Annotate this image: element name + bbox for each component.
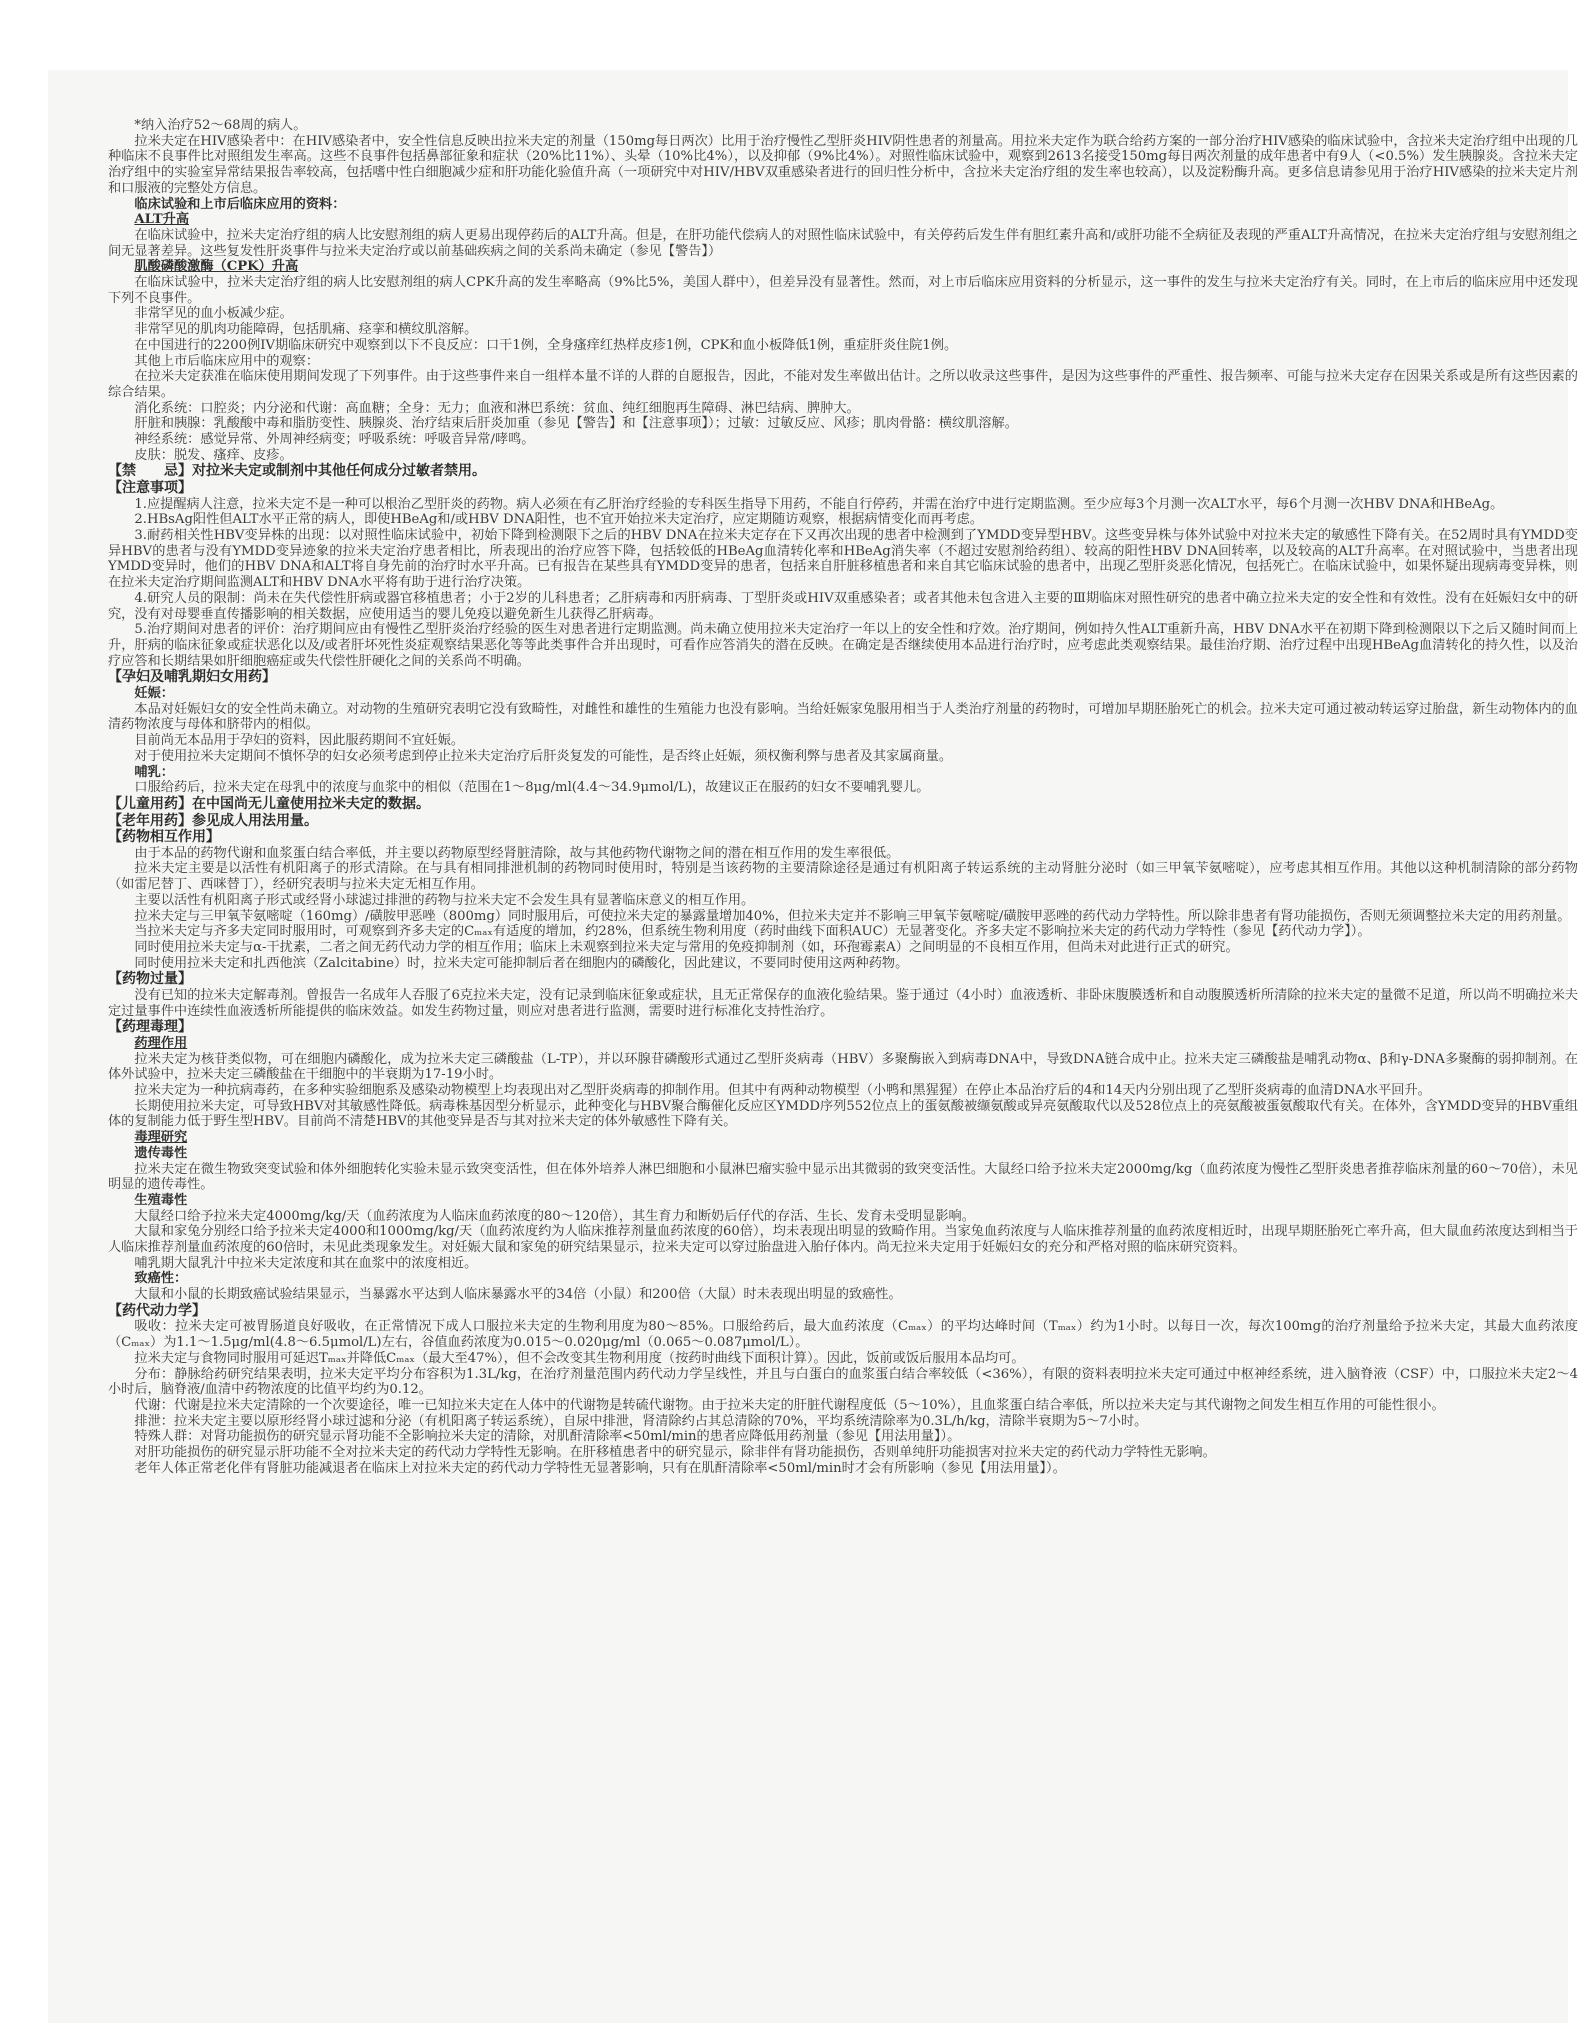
- subsection-heading: 致癌性：: [134, 1271, 188, 1287]
- section-heading: 【孕妇及哺乳期妇女用药】: [108, 669, 276, 686]
- paragraph: 非常罕见的血小板减少症。: [134, 306, 293, 322]
- paragraph: 5.治疗期间对患者的评价：治疗期间应由有慢性乙型肝炎治疗经验的医生对患者进行定期监测。尚未确立使用拉米夫定治疗一年以上的安全性和疗效。治疗期间，例如持久性ALT重新升高，HBV DNA水平在初期下降到检测限以下之后又随时间而上升，肝病的临床征象或症状恶化以及/或者肝坏死性炎症观察结果恶化等等此类事件合并出现时，可看作应答消失的潜在反映。在确定是否继续使用本品进行治疗时，应考虑此类观察结果。最佳治疗期、治疗过程中出现HBeAg血清转化的持久性，以及治疗应答和长期结果如肝细胞癌症或失代偿性肝硬化之间的关系尚不明确。: [108, 622, 1578, 669]
- paragraph: 分布：静脉给药研究结果表明，拉米夫定平均分布容积为1.3L/kg，在治疗剂量范围内药代动力学呈线性，并且与白蛋白的血浆蛋白结合率较低（<36%），有限的资料表明拉米夫定可通过中枢神经系统，进入脑脊液（CSF）中，口服拉米夫定2～4小时后，脑脊液/血清中药物浓度的比值平均约为0.12。: [108, 1366, 1578, 1398]
- paragraph: 吸收：拉米夫定可被胃肠道良好吸收，在正常情况下成人口服拉米夫定的生物利用度为80～85%。口服给药后，最大血药浓度（Cₘₐₓ）的平均达峰时间（Tₘₐₓ）约为1小时。以每日一次，每次100mg的治疗剂量给予拉米夫定，其最大血药浓度（Cₘₐₓ）为1.1～1.5μg/ml(4.8～6.5μmol/L)左右，谷值血药浓度为0.015～0.020μg/ml（0.065～0.087μmol/L）。: [108, 1319, 1578, 1351]
- section-heading: 【注意事项】: [108, 480, 192, 497]
- paragraph: 对肝功能损伤的研究显示肝功能不全对拉米夫定的药代动力学特性无影响。在肝移植患者中的研究显示，除非伴有肾功能损伤，否则单纯肝功能损害对拉米夫定的药代动力学特性无影响。: [134, 1445, 1216, 1461]
- subsection-heading: 妊娠：: [134, 685, 174, 701]
- document-sheet: [48, 70, 1578, 2023]
- paragraph: 在拉米夫定获准在临床使用期间发现了下列事件。由于这些事件来自一组样本量不详的人群的自愿报告，因此，不能对发生率做出估计。之所以收录这些事件，是因为这些事件的严重性、报告频率、可能与拉米夫定存在因果关系或是所有这些因素的综合结果。: [108, 369, 1578, 400]
- section-heading: 【药理毒理】: [108, 1019, 192, 1036]
- paragraph: *纳入治疗52～68周的病人。: [134, 118, 307, 133]
- paragraph: 肝脏和胰腺：乳酸酸中毒和脂肪变性、胰腺炎、治疗结束后肝炎加重（参见【警告】和【注意事项】）；过敏：过敏反应、风疹；肌肉骨骼：横纹肌溶解。: [134, 416, 1018, 432]
- paragraph: 大鼠和小鼠的长期致癌试验结果显示，当暴露水平达到人临床暴露水平的34倍（小鼠）和200倍（大鼠）时未表现出明显的致癌性。: [134, 1287, 902, 1303]
- paragraph: 3.耐药相关性HBV变异株的出现：以对照性临床试验中，初始下降到检测限下之后的HBV DNA在拉米夫定存在下又再次出现的患者中检测到了YMDD变异型HBV。这些变异株与体外试验中对拉米夫定的敏感性下降有关。在52周时具有YMDD变异HBV的患者与没有YMDD变异迹象的拉米夫定治疗患者相比，所表现出的治疗应答下降，包括较低的HBeAg血清转化率和HBeAg消失率（不超过安慰剂给药组）、较高的阳性HBV DNA回转率，以及较高的ALT升高率。在对照试验中，当患者出现YMDD变异时，他们的HBV DNA和ALT将自身先前的治疗时水平升高。已有报告在某些具有YMDD变异的患者，包括来自肝脏移植患者和来自其它临床试验的患者中，出现乙型肝炎恶化情况，包括死亡。在临床试验中，如果怀疑出现病毒变异株，则在拉米夫定治疗期间监测ALT和HBV DNA水平将有助于进行治疗决策。: [108, 528, 1578, 591]
- paragraph: 同时使用拉米夫定与α-干扰素，二者之间无药代动力学的相互作用；临床上未观察到拉米夫定与常用的免疫抑制剂（如，环孢霉素A）之间明显的不良相互作用，但尚未对此进行正式的研究。: [134, 939, 1239, 955]
- paragraph: 代谢：代谢是拉米夫定清除的一个次要途径，唯一已知拉米夫定在人体中的代谢物是转硫代谢物。由于拉米夫定的肝脏代谢程度低（5～10%），且血浆蛋白结合率低，所以拉米夫定与其代谢物之间发生相互作用的可能性很小。: [134, 1397, 1445, 1413]
- paragraph: 老年人体正常老化伴有肾脏功能减退者在临床上对拉米夫定的药代动力学特性无显著影响，只有在肌酐清除率<50ml/min时才会有所影响（参见【用法用量】）。: [134, 1460, 1066, 1476]
- section-heading: 【老年用药】参见成人用法用量。: [108, 812, 318, 829]
- paragraph: 在中国进行的2200例IV期临床研究中观察到以下不良反应：口干1例，全身瘙痒红热样皮疹1例，CPK和血小板降低1例，重症肝炎住院1例。: [134, 337, 958, 353]
- paragraph: 主要以活性有机阳离子形式或经肾小球滤过排泄的药物与拉米夫定不会发生具有显著临床意义的相互作用。: [134, 892, 755, 908]
- paragraph: 对于使用拉米夫定期间不慎怀孕的妇女必须考虑到停止拉米夫定治疗后肝炎复发的可能性，是否终止妊娠，须权衡利弊与患者及其家属商量。: [134, 748, 953, 764]
- paragraph: 消化系统：口腔炎；内分泌和代谢：高血糖；全身：无力；血液和淋巴系统：贫血、纯红细胞再生障碍、淋巴结病、脾肿大。: [134, 400, 860, 416]
- paragraph: 长期使用拉米夫定，可导致HBV对其敏感性降低。病毒株基因型分析显示，此种变化与HBV聚合酶催化反应区YMDD序列552位点上的蛋氨酸被缬氨酸或异亮氨酸取代以及528位点上的亮氨酸被蛋氨酸取代有关。在体外，含YMDD变异的HBV重组体的复制能力低于野生型HBV。目前尚不清楚HBV的其他变异是否与其对拉米夫定的体外敏感性下降有关。: [108, 1098, 1578, 1130]
- section-heading: 【儿童用药】在中国尚无儿童使用拉米夫定的数据。: [108, 795, 430, 812]
- subsection-heading: 哺乳：: [134, 764, 174, 780]
- paragraph: 2.HBsAg阳性但ALT水平正常的病人，即使HBeAg和/或HBV DNA阳性，也不宜开始拉米夫定治疗，应定期随访观察，根据病情变化而再考虑。: [134, 512, 984, 528]
- subsection-heading: 遗传毒性: [134, 1145, 188, 1161]
- paragraph: 大鼠经口给予拉米夫定4000mg/kg/天（血药浓度为人临床血药浓度的80～120倍），其生育力和断奶后仔代的存活、生长、发育未受明显影响。: [134, 1208, 975, 1224]
- paragraph: 其他上市后临床应用中的观察：: [134, 353, 320, 369]
- paragraph: 哺乳期大鼠乳汁中拉米夫定浓度和其在血浆中的浓度相近。: [134, 1255, 478, 1271]
- subsection-heading: 毒理研究: [134, 1130, 188, 1146]
- subsection-heading: 生殖毒性: [134, 1192, 188, 1208]
- paragraph: 排泄：拉米夫定主要以原形经肾小球过滤和分泌（有机阳离子转运系统），自尿中排泄，肾清除约占其总清除的70%，平均系统清除率为0.3L/h/kg，清除半衰期为5～7小时。: [134, 1413, 1148, 1429]
- section-heading: 【药物过量】: [108, 971, 192, 988]
- section-heading: 【药代动力学】: [108, 1302, 206, 1319]
- section-heading: 【禁 忌】对拉米夫定或制剂中其他任何成分过敏者禁用。: [108, 463, 486, 480]
- paragraph: 口服给药后，拉米夫定在母乳中的浓度与血浆中的相似（范围在1～8μg/ml(4.4～34.9μmol/L)，故建议正在服药的妇女不要哺乳婴儿。: [134, 780, 930, 796]
- paragraph: 目前尚无本品用于孕妇的资料，因此服药期间不宜妊娠。: [134, 733, 465, 749]
- subsection-heading: 肌酸磷酸激酶（CPK）升高: [134, 259, 299, 275]
- paragraph: 1.应提醒病人注意，拉米夫定不是一种可以根治乙型肝炎的药物。病人必须在有乙肝治疗经验的专科医生指导下用药，不能自行停药，并需在治疗中进行定期监测。至少应每3个月测一次ALT水平，每6个月测一次HBV DNA和HBeAg。: [134, 496, 1504, 512]
- paragraph: 拉米夫定主要是以活性有机阳离子的形式清除。在与具有相同排泄机制的药物同时使用时，特别是当该药物的主要清除途径是通过有机阳离子转运系统的主动肾脏分泌时（如三甲氧苄氨嘧啶），应考虑其相互作用。其他以这种机制清除的部分药物（如雷尼替丁、西咪替丁），经研究表明与拉米夫定无相互作用。: [108, 861, 1578, 893]
- paragraph: 当拉米夫定与齐多夫定同时服用时，可观察到齐多夫定的Cₘₐₓ有适度的增加，约28%，但系统生物利用度（药时曲线下面积AUC）无显著变化。齐多夫定不影响拉米夫定的药代动力学特性（参见【药代动力学】）。: [134, 924, 1371, 940]
- paragraph: 拉米夫定与三甲氧苄氨嘧啶（160mg）/磺胺甲恶唑（800mg）同时服用后，可使拉米夫定的暴露量增加40%，但拉米夫定并不影响三甲氧苄氨嘧啶/磺胺甲恶唑的药代动力学特性。所以除非患者有肾功能损伤，否则无须调整拉米夫定的用药剂量。: [134, 908, 1571, 924]
- paragraph: 在临床试验中，拉米夫定治疗组的病人比安慰剂组的病人更易出现停药后的ALT升高。但是，在肝功能代偿病人的对照性临床试验中，有关停药后发生伴有胆红素升高和/或肝功能不全病征及表现的严重ALT升高情况，在拉米夫定治疗组与安慰剂组之间无显著差异。这些复发性肝炎事件与拉米夫定治疗或以前基础疾病之间的关系尚未确定（参见【警告】）: [108, 227, 1578, 259]
- document-body: [108, 118, 1578, 1476]
- subsection-heading: 临床试验和上市后临床应用的资料：: [134, 196, 346, 212]
- paragraph: 神经系统：感觉异常、外周神经病变；呼吸系统：呼吸音异常/哮鸣。: [134, 432, 535, 448]
- paragraph: 在临床试验中，拉米夫定治疗组的病人比安慰剂组的病人CPK升高的发生率略高（9%比5%，美国人群中），但差异没有显著性。然而，对上市后临床应用资料的分析显示，这一事件的发生与拉米夫定治疗有关。同时，在上市后的临床应用中还发现下列不良事件。: [108, 275, 1578, 306]
- paragraph: 皮肤：脱发、瘙痒、皮疹。: [134, 447, 293, 463]
- paragraph: 拉米夫定为一种抗病毒药，在多种实验细胞系及感染动物模型上均表现出对乙型肝炎病毒的抑制作用。但其中有两种动物模型（小鸭和黑猩猩）在停止本品治疗后的4和14天内分别出现了乙型肝炎病毒的血清DNA水平回升。: [134, 1083, 1431, 1099]
- section-heading: 【药物相互作用】: [108, 829, 220, 846]
- paragraph: 拉米夫定在HIV感染者中：在HIV感染者中，安全性信息反映出拉米夫定的剂量（150mg每日两次）比用于治疗慢性乙型肝炎HIV阴性患者的剂量高。用拉米夫定作为联合给药方案的一部分治疗HIV感染的临床试验中，含拉米夫定治疗组中出现的几种临床不良事件比对照组发生率高。这些不良事件包括鼻部征象和症状（20%比11%）、头晕（10%比4%），以及抑郁（9%比4%）。对照性临床试验中，观察到2613名接受150mg每日两次剂量的成年患者中有9人（<0.5%）发生胰腺炎。含拉米夫定治疗组中的实验室异常结果报告率较高，包括嗜中性白细胞减少症和肝功能化验值升高（一项研究中对HIV/HBV双重感染者进行的回归性分析中，含拉米夫定治疗组的发生率也较高），以及淀粉酶升高。更多信息请参见用于治疗HIV感染的拉米夫定片剂和口服液的完整处方信息。: [108, 133, 1578, 196]
- subsection-heading: ALT升高: [134, 212, 190, 228]
- paragraph: 同时使用拉米夫定和扎西他滨（Zalcitabine）时，拉米夫定可能抑制后者在细胞内的磷酸化，因此建议，不要同时使用这两种药物。: [134, 955, 909, 971]
- paragraph: 非常罕见的肌肉功能障碍，包括肌痛、痉挛和横纹肌溶解。: [134, 322, 478, 338]
- paragraph: 由于本品的药物代谢和血浆蛋白结合率低，并主要以药物原型经肾脏清除，故与其他药物代谢物之间的潜在相互作用的发生率很低。: [134, 845, 900, 861]
- paragraph: 拉米夫定在微生物致突变试验和体外细胞转化实验未显示致突变活性，但在体外培养人淋巴细胞和小鼠淋巴瘤实验中显示出其微弱的致突变活性。大鼠经口给予拉米夫定2000mg/kg（血药浓度为慢性乙型肝炎患者推荐临床剂量的60～70倍），未见明显的遗传毒性。: [108, 1161, 1578, 1193]
- paragraph: 本品对妊娠妇女的安全性尚未确立。对动物的生殖研究表明它没有致畸性，对雌性和雄性的生殖能力也没有影响。当给妊娠家兔服用相当于人类治疗剂量的药物时，可增加早期胚胎死亡的机会。拉米夫定可通过被动转运穿过胎盘，新生动物体内的血清药物浓度与母体和脐带内的相似。: [108, 701, 1578, 733]
- subsection-heading: 药理作用: [134, 1035, 188, 1051]
- paragraph: 大鼠和家兔分别经口给予拉米夫定4000和1000mg/kg/天（血药浓度约为人临床推荐剂量血药浓度的60倍），均未表现出明显的致畸作用。当家兔血药浓度与人临床推荐剂量的血药浓度相近时，出现早期胚胎死亡率升高，但大鼠血药浓度达到相当于人临床推荐剂量血药浓度的60倍时，未见此类现象发生。对妊娠大鼠和家兔的研究结果显示，拉米夫定可以穿过胎盘进入胎仔体内。尚无拉米夫定用于妊娠妇女的充分和严格对照的临床研究资料。: [108, 1224, 1578, 1256]
- paragraph: 4.研究人员的限制：尚未在失代偿性肝病或器官移植患者；小于2岁的儿科患者；乙肝病毒和丙肝病毒、丁型肝炎或HIV双重感染者；或者其他未包含进入主要的Ⅲ期临床对照性研究的患者中确立拉米夫定的安全性和有效性。没有在妊娠妇女中的研究，没有对母婴垂直传播影响的相关数据，应使用适当的婴儿免疫以避免新生儿获得乙肝病毒。: [108, 590, 1578, 622]
- paragraph: 拉米夫定为核苷类似物，可在细胞内磷酸化，成为拉米夫定三磷酸盐（L-TP），并以环腺苷磷酸形式通过乙型肝炎病毒（HBV）多聚酶嵌入到病毒DNA中，导致DNA链合成中止。拉米夫定三磷酸盐是哺乳动物α、β和γ-DNA多聚酶的弱抑制剂。在体外试验中，拉米夫定三磷酸盐在干细胞中的半衰期为17-19小时。: [108, 1051, 1578, 1083]
- paragraph: 没有已知的拉米夫定解毒剂。曾报告一名成年人吞服了6克拉米夫定，没有记录到临床征象或症状，且无正常保存的血液化验结果。鉴于通过（4小时）血液透析、非卧床腹膜透析和自动腹膜透析所清除的拉米夫定的量微不足道，所以尚不明确拉米夫定过量事件中连续性血液透析所能提供的临床效益。如发生药物过量，则应对患者进行监测，需要时进行标准化支持性治疗。: [108, 987, 1578, 1019]
- paragraph: 特殊人群：对肾功能损伤的研究显示肾功能不全影响拉米夫定的清除，对肌酐清除率<50ml/min的患者应降低用药剂量（参见【用法用量】）。: [134, 1429, 961, 1445]
- paragraph: 拉米夫定与食物同时服用可延迟Tₘₐₓ并降低Cₘₐₓ（最大至47%），但不会改变其生物利用度（按药时曲线下面积计算）。因此，饭前或饭后服用本品均可。: [134, 1350, 1025, 1366]
